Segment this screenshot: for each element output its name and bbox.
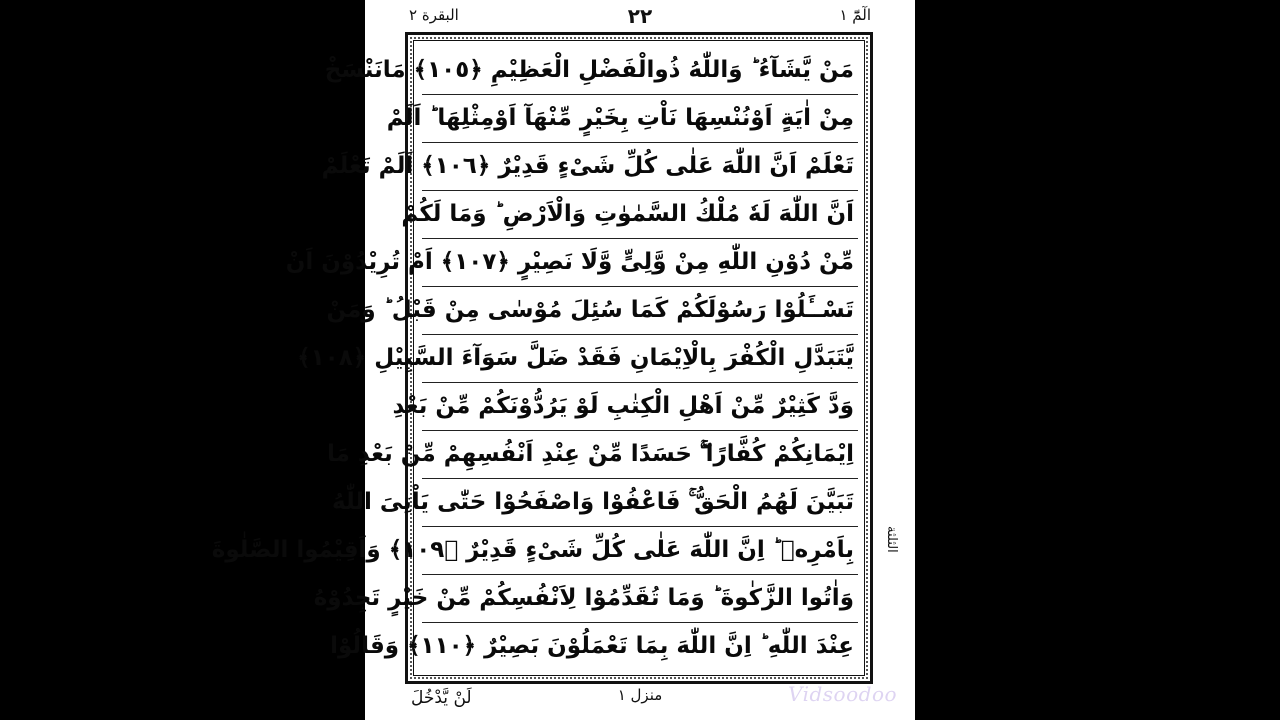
verse-line: مَنْ يَّشَآءُ ؕ وَاللّٰهُ ذُوالْفَضْلِ الْعَظِيْمِ ﴿١٠٥﴾ مَانَنْسَخْ — [422, 47, 858, 95]
verse-line: بِاَمْرِهٖ ؕ اِنَّ اللّٰهَ عَلٰى كُلِّ شَىْءٍ قَدِيْرٌ ﴿١٠٩﴾ وَاَقِيْمُوا الصَّلٰوةَ — [422, 527, 858, 575]
verse-line: تَعْلَمْ اَنَّ اللّٰهَ عَلٰى كُلِّ شَىْءٍ قَدِيْرٌ ﴿١٠٦﴾ اَلَمْ تَعْلَمْ — [422, 143, 858, 191]
verse-line: تَسْــَٔلُوْا رَسُوْلَكُمْ كَمَا سُئِلَ مُوْسٰى مِنْ قَبْلُ ؕ وَمَنْ — [422, 287, 858, 335]
page-border — [211, 32, 873, 684]
margin-marker: الثلثة — [884, 526, 899, 553]
manzil-label: منزل ١ — [617, 686, 663, 704]
verse-line: وَاٰتُوا الزَّكٰوةَ ؕ وَمَا تُقَدِّمُوْا لِاَنْفُسِكُمْ مِّنْ خَيْرٍ تَجِدُوْهُ — [422, 575, 858, 623]
page-number: ٢٢ — [627, 4, 653, 28]
para-name: الٓمّٓ ١ — [839, 6, 871, 24]
quran-page — [211, 0, 915, 720]
watermark-logo: Vidsoodoo — [788, 682, 898, 706]
verse-line: يَّتَبَدَّلِ الْكُفْرَ بِالْاِيْمَانِ فَقَدْ ضَلَّ سَوَآءَ السَّبِيْلِ ﴿١٠٨﴾ — [422, 335, 858, 383]
verse-lines — [211, 47, 858, 671]
verse-line: اِيْمَانِكُمْ كُفَّارًا ۖۚ حَسَدًا مِّنْ عِنْدِ اَنْفُسِهِمْ مِّنْ بَعْدِ مَا — [422, 431, 858, 479]
verse-line: عِنْدَ اللّٰهِ ؕ اِنَّ اللّٰهَ بِمَا تَعْمَلُوْنَ بَصِيْرٌ ﴿١١٠﴾ وَقَالُوْا — [330, 633, 854, 659]
verse-line: مِنْ اٰيَةٍ اَوْنُنْسِهَا نَاْتِ بِخَيْرٍ مِّنْهَآ اَوْمِثْلِهَا ؕ اَلَمْ — [422, 95, 858, 143]
surah-name: البقرة ٢ — [409, 6, 459, 24]
verse-line: تَبَيَّنَ لَهُمُ الْحَقُّ ۚ فَاعْفُوْا وَاصْفَحُوْا حَتّٰى يَاْتِىَ اللّٰهُ — [422, 479, 858, 527]
verse-line: مِّنْ دُوْنِ اللّٰهِ مِنْ وَّلِىٍّ وَّلَا نَصِيْرٍ ﴿١٠٧﴾ اَمْ تُرِيْدُوْنَ اَنْ — [422, 239, 858, 287]
page-header — [365, 4, 915, 28]
catchword: لَنْ يَّدْخُلَ — [411, 688, 472, 708]
verse-line: وَدَّ كَثِيْرٌ مِّنْ اَهْلِ الْكِتٰبِ لَوْ يَرُدُّوْنَكُمْ مِّنْ بَعْدِ — [422, 383, 858, 431]
verse-line: اَنَّ اللّٰهَ لَهٗ مُلْكُ السَّمٰوٰتِ وَالْاَرْضِ ؕ وَمَا لَكُمْ — [422, 191, 858, 239]
